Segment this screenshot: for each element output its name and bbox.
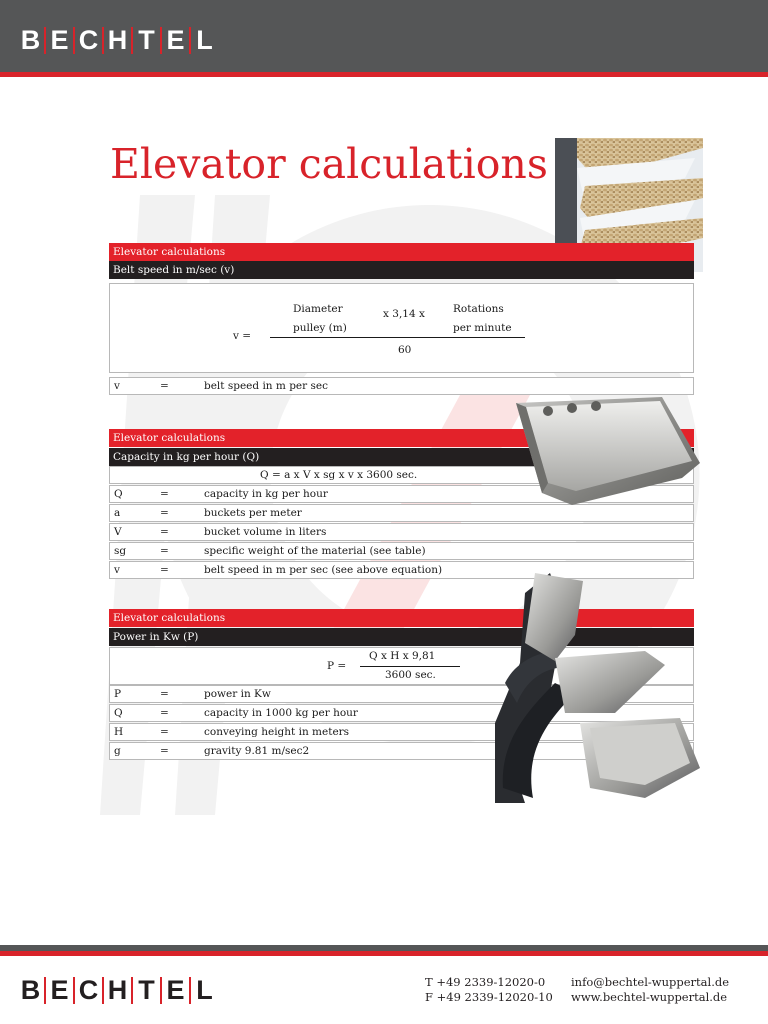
formula-lhs: v =	[233, 330, 252, 342]
belt-speed-formula-box	[109, 283, 694, 373]
subsection-label-capacity: Capacity in kg per hour (Q)	[109, 448, 694, 466]
formula-term: Diameter	[293, 303, 343, 315]
section-label-power: Elevator calculations	[109, 609, 694, 627]
legend-row: H = conveying height in meters	[109, 723, 694, 741]
legend-row: Q = capacity in kg per hour	[109, 485, 694, 503]
formula-term: Rotations	[453, 303, 504, 315]
bechtel-logo-footer: B E C H T E L	[20, 974, 213, 1005]
legend-row: v = belt speed in m per sec (see above equation)	[109, 561, 694, 579]
website-link[interactable]: www.bechtel-wuppertal.de	[571, 990, 728, 1004]
phone-number: T +49 2339-12020-0	[425, 975, 546, 989]
formula-denominator: 60	[398, 344, 412, 356]
legend-row: Q = capacity in 1000 kg per hour	[109, 704, 694, 722]
page-title: Elevator calculations	[110, 140, 548, 188]
formula-term: pulley (m)	[293, 322, 347, 334]
legend-row: P = power in Kw	[109, 685, 694, 703]
legend-row: v = belt speed in m per sec	[109, 377, 694, 395]
subsection-label-belt: Belt speed in m/sec (v)	[109, 261, 694, 279]
email-link[interactable]: info@bechtel-wuppertal.de	[571, 975, 730, 989]
legend-row: V = bucket volume in liters	[109, 523, 694, 541]
header-accent-line	[0, 72, 768, 77]
formula-denominator: 3600 sec.	[385, 669, 436, 681]
section-label-capacity: Elevator calculations	[109, 429, 694, 447]
bechtel-logo: B E C H T E L	[20, 24, 213, 55]
footer-accent-line	[0, 951, 768, 956]
formula-lhs: P =	[327, 660, 347, 672]
fraction-line	[360, 666, 460, 667]
capacity-formula: Q = a x V x sg x v x 3600 sec.	[260, 469, 418, 481]
formula-operator: x 3,14 x	[383, 308, 425, 320]
subsection-label-power: Power in Kw (P)	[109, 628, 694, 646]
fraction-line	[270, 337, 525, 338]
legend-row: g = gravity 9.81 m/sec2	[109, 742, 694, 760]
formula-numerator: Q x H x 9,81	[369, 650, 436, 662]
fax-number: F +49 2339-12020-10	[425, 990, 553, 1004]
steel-bucket-photo	[512, 393, 704, 511]
contact-phone-block	[425, 975, 553, 1005]
section-label-belt: Elevator calculations	[109, 243, 694, 261]
belt-buckets-photo	[495, 573, 705, 803]
legend-row: sg = specific weight of the material (see table)	[109, 542, 694, 560]
formula-term: per minute	[453, 322, 512, 334]
contact-web-block	[571, 975, 729, 1005]
legend-row: a = buckets per meter	[109, 504, 694, 522]
